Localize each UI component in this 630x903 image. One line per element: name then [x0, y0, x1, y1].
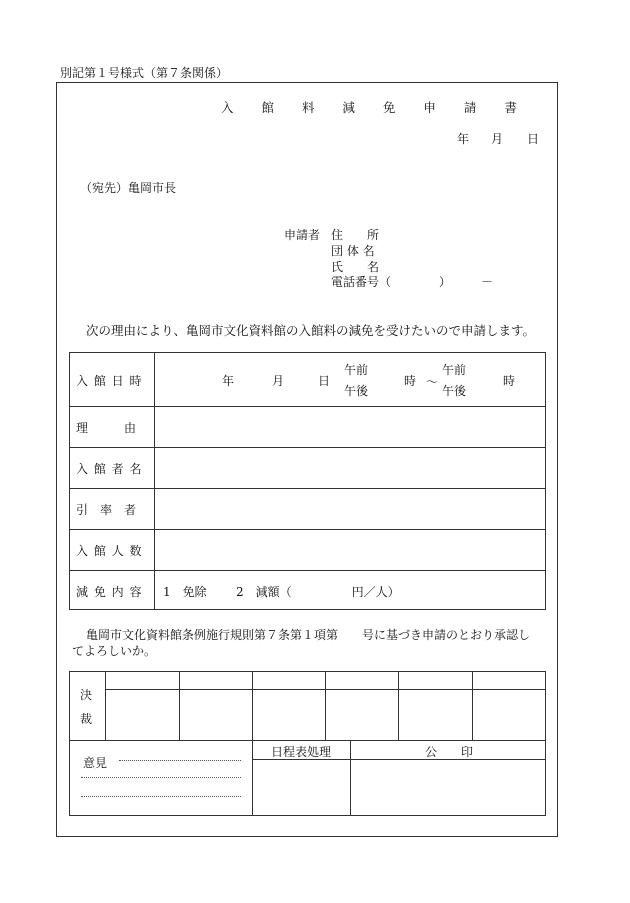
row-label-exemption: 減 免 内 容 [76, 585, 143, 599]
row-label-visitor-name: 入 館 者 名 [76, 462, 143, 476]
form-title: 入 館 料 減 免 申 請 書 [221, 100, 529, 115]
date-day: 日 [527, 132, 540, 146]
opinion-label: 意見 [83, 756, 108, 770]
exemption-option-reduced: 2 減額（ 円／人） [236, 585, 400, 599]
end-pm: 午後 [442, 384, 467, 398]
applicant-organization-label: 団 体 名 [331, 244, 375, 258]
start-pm: 午後 [344, 384, 369, 398]
approval-text-cont: てよろしいか。 [72, 644, 157, 658]
addressee: （宛先）亀岡市長 [80, 181, 177, 195]
row-label-visitor-count: 入 館 人 数 [76, 544, 143, 558]
range-tilde: ～ [426, 375, 439, 389]
decision-grid [69, 671, 546, 741]
start-hour: 時 [404, 374, 417, 388]
row-label-leader: 引 率 者 [76, 503, 137, 517]
row-label-reason: 理 由 [76, 421, 137, 435]
row-label-visit-datetime: 入 館 日 時 [76, 374, 143, 388]
table-divider [154, 352, 155, 610]
official-seal-label: 公 印 [425, 745, 474, 759]
schedule-label: 日程表処理 [271, 745, 332, 759]
exemption-option-full: 1 免除 [163, 585, 207, 599]
decision-label-2: 裁 [80, 712, 93, 726]
application-table [69, 352, 546, 610]
visit-month: 月 [272, 374, 285, 388]
applicant-phone-label: 電話番号（ ） － [331, 275, 494, 289]
date-month: 月 [491, 132, 504, 146]
applicant-name-label: 氏 名 [331, 260, 380, 274]
date-year: 年 [457, 132, 470, 146]
applicant-prefix: 申請者 [284, 228, 321, 242]
decision-label-1: 決 [80, 688, 93, 702]
start-am: 午前 [344, 363, 369, 377]
approval-text: 亀岡市文化資料館条例施行規則第７条第１項第 号に基づき申請のとおり承認し [86, 628, 531, 642]
end-hour: 時 [503, 374, 516, 388]
end-am: 午前 [442, 363, 467, 377]
visit-year: 年 [222, 374, 235, 388]
intro-text: 次の理由により、亀岡市文化資料館の入館料の減免を受けたいので申請します。 [86, 323, 536, 338]
visit-day: 日 [318, 374, 331, 388]
form-number: 別記第１号様式（第７条関係） [60, 66, 229, 80]
applicant-address-label: 住 所 [331, 228, 380, 242]
